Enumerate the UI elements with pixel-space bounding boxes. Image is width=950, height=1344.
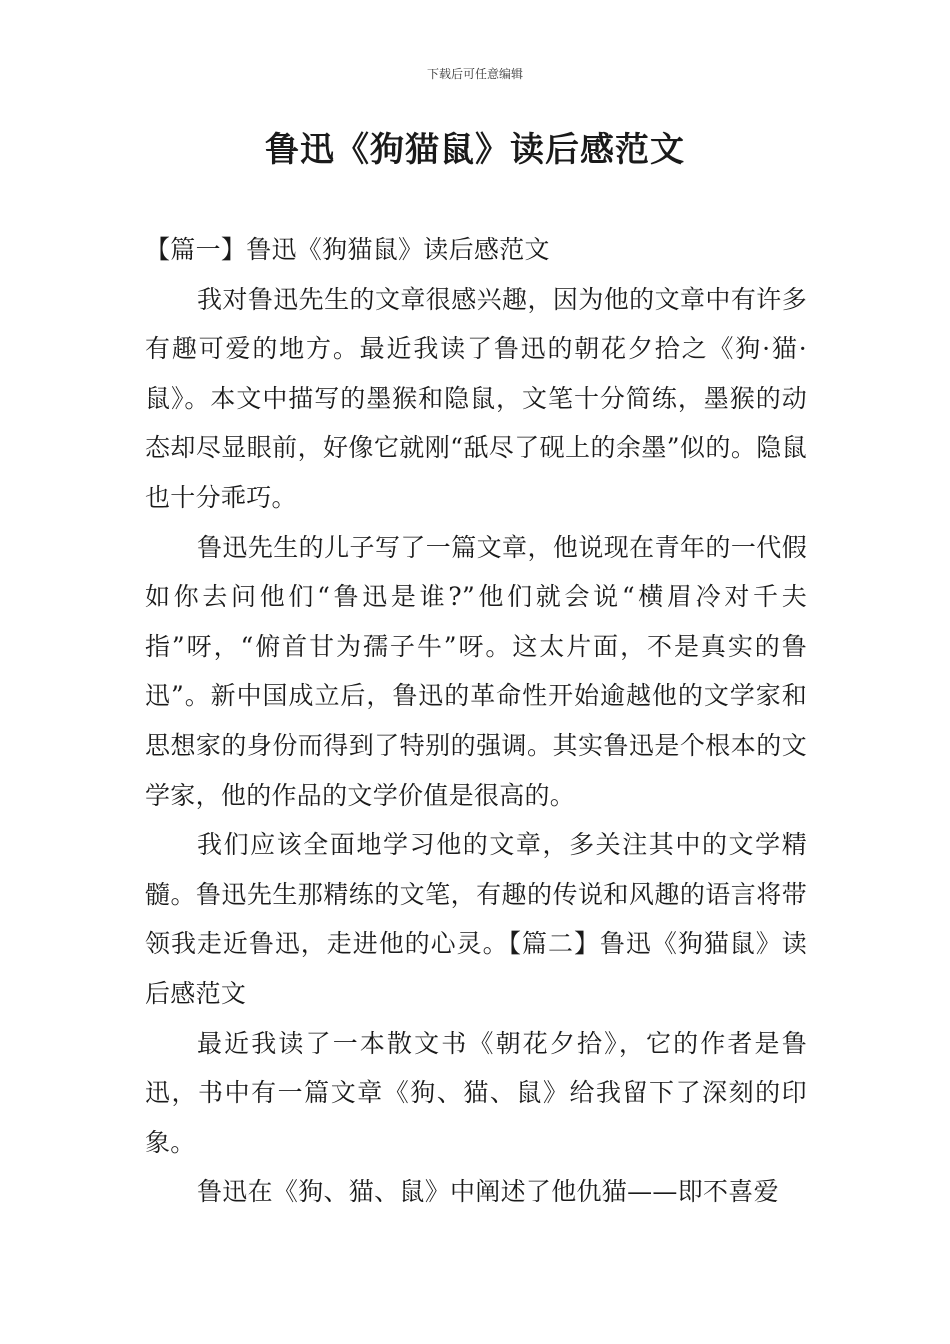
document-title: 鲁迅《狗猫鼠》读后感范文 [265, 130, 685, 170]
page-header-note: 下载后可任意编辑 [426, 67, 523, 81]
section-heading-one: 【篇一】鲁迅《狗猫鼠》读后感范文 [145, 235, 550, 264]
paragraph: 鲁迅先生的儿子写了一篇文章，他说现在青年的一代假如你去问他们“鲁迅是谁?”他们就会说“横眉冷对千夫指”呀，“俯首甘为孺子牛”呀。这太片面，不是真实的鲁迅”。新中国成立后，鲁迅的革命性开始逾越他的文学家和思想家的身份而得到了特别的强调。其实鲁迅是个根本的文学家，他的作品的文学价值是很高的。 [145, 532, 807, 810]
paragraph: 鲁迅在《狗、猫、鼠》中阐述了他仇猫——即不喜爱 [197, 1177, 779, 1207]
document-body [145, 225, 807, 1217]
paragraph: 我对鲁迅先生的文章很感兴趣，因为他的文章中有许多有趣可爱的地方。最近我读了鲁迅的朝花夕拾之《狗·猫·鼠》。本文中描写的墨猴和隐鼠，文笔十分简练，墨猴的动态却尽显眼前，好像它就刚“舐尽了砚上的余墨”似的。隐鼠也十分乖巧。 [145, 284, 807, 512]
paragraph: 我们应该全面地学习他的文章，多关注其中的文学精髓。鲁迅先生那精练的文笔，有趣的传说和风趣的语言将带领我走近鲁迅，走进他的心灵。【篇二】鲁迅《狗猫鼠》读后感范文 [145, 830, 807, 1008]
paragraph: 最近我读了一本散文书《朝花夕拾》，它的作者是鲁迅，书中有一篇文章《狗、猫、鼠》给我留下了深刻的印象。 [145, 1028, 807, 1157]
